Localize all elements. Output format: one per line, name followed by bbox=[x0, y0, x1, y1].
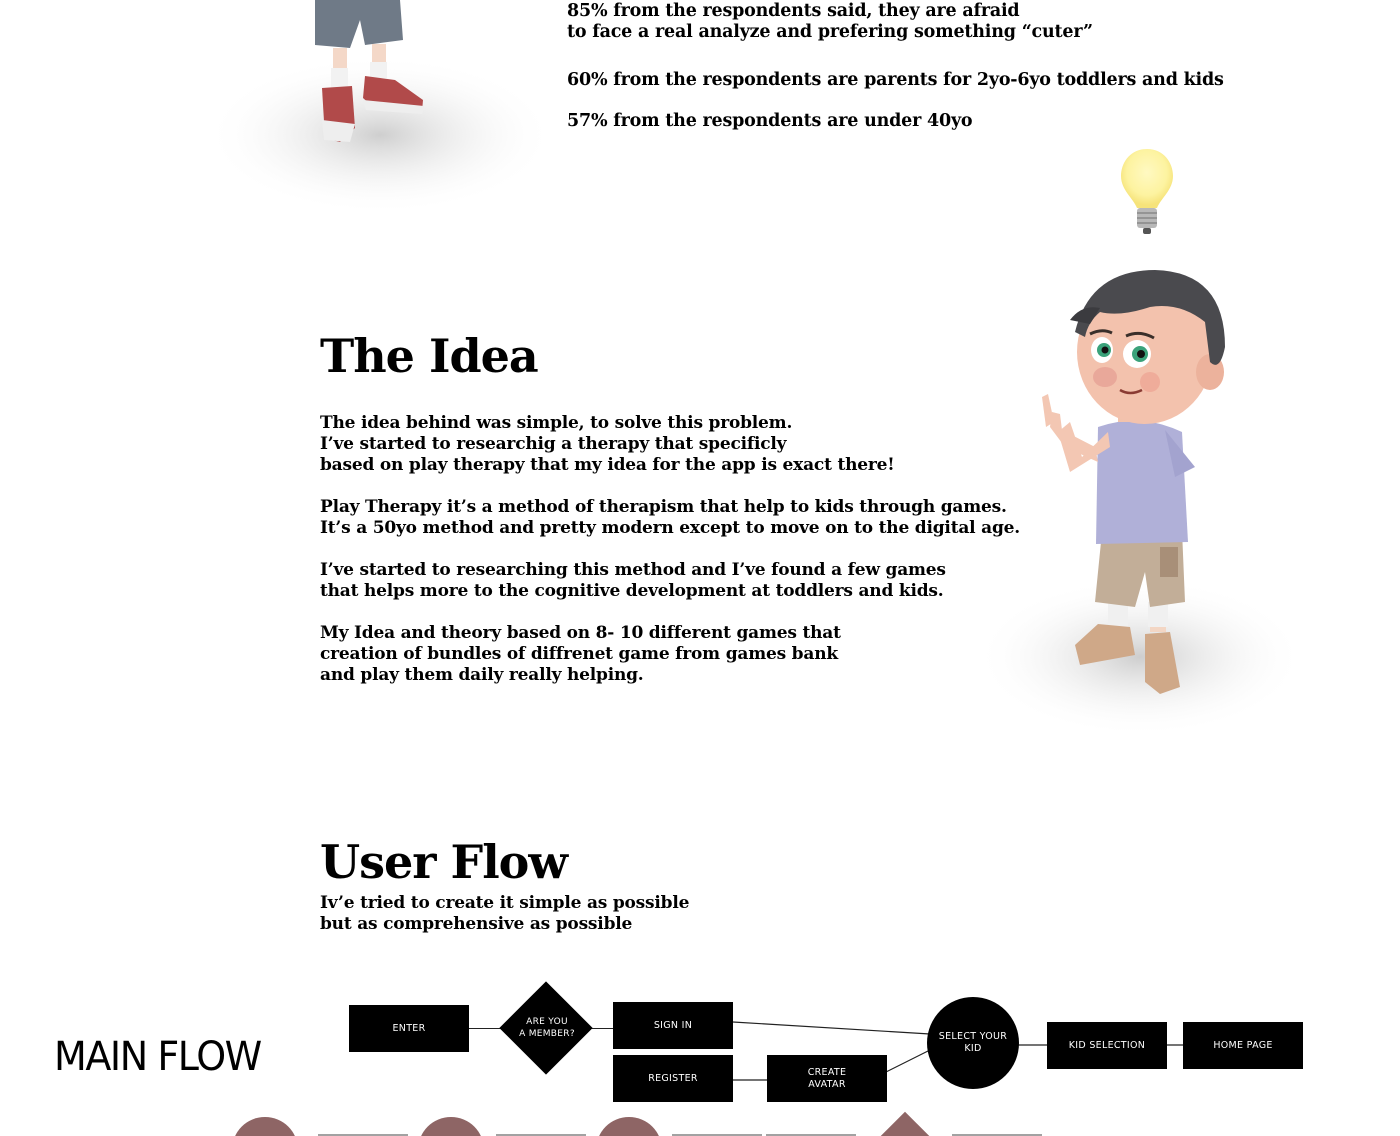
user-flow-subtitle-line-2: but as comprehensive as possible bbox=[320, 914, 633, 934]
flow-node-kid-selection-label: KID SELECTION bbox=[1068, 1039, 1146, 1051]
create-avatar-line-1: CREATE bbox=[807, 1066, 847, 1078]
secondary-flow-circle-2 bbox=[418, 1117, 484, 1136]
idea-paragraph-1-line-3: based on play therapy that my idea for the app is exact there! bbox=[320, 455, 895, 475]
idea-paragraph-3-line-1: I’ve started to researching this method and I’ve found a few games bbox=[320, 560, 946, 580]
secondary-flow-circle-3 bbox=[596, 1117, 662, 1136]
flow-node-sign-in bbox=[613, 1002, 733, 1049]
idea-paragraph-4-line-2: creation of bundles of diffrenet game from games bank bbox=[320, 644, 838, 664]
flow-node-kid-selection bbox=[1047, 1022, 1167, 1069]
flow-node-home-page bbox=[1183, 1022, 1303, 1069]
stat-under-40: 57% from the respondents are under 40yo bbox=[567, 111, 973, 131]
flow-node-create-avatar bbox=[767, 1055, 887, 1102]
idea-title: The Idea bbox=[320, 329, 538, 383]
flow-node-sign-in-label: SIGN IN bbox=[653, 1019, 693, 1031]
member-q-line-1: ARE YOU bbox=[526, 1017, 568, 1027]
secondary-flow-circle-1 bbox=[232, 1117, 298, 1136]
idea-paragraph-1-line-1: The idea behind was simple, to solve this problem. bbox=[320, 413, 793, 433]
flow-node-enter bbox=[349, 1005, 469, 1052]
flow-node-home-page-label: HOME PAGE bbox=[1213, 1039, 1273, 1051]
idea-paragraph-2-line-1: Play Therapy it’s a method of therapism that help to kids through games. bbox=[320, 497, 1007, 517]
idea-paragraph-4-line-1: My Idea and theory based on 8- 10 different games that bbox=[320, 623, 841, 643]
flow-node-select-kid bbox=[927, 997, 1019, 1089]
select-kid-line-1: SELECT YOUR bbox=[938, 1031, 1008, 1042]
idea-paragraph-4-line-3: and play them daily really helping. bbox=[320, 665, 644, 685]
idea-paragraph-2-line-2: It’s a 50yo method and pretty modern except to move on to the digital age. bbox=[320, 518, 1020, 538]
create-avatar-line-2: AVATAR bbox=[808, 1078, 846, 1090]
user-flow-subtitle-line-1: Iv’e tried to create it simple as possible bbox=[320, 893, 690, 913]
main-flow-label: MAIN FLOW bbox=[54, 1034, 261, 1080]
idea-paragraph-1-line-2: I’ve started to researchig a therapy that specificly bbox=[320, 434, 787, 454]
flow-node-register-label: REGISTER bbox=[648, 1072, 698, 1084]
select-kid-line-2: KID bbox=[964, 1043, 982, 1054]
stat-parents: 60% from the respondents are parents for 2yo-6yo toddlers and kids bbox=[567, 70, 1224, 90]
stat-afraid-line2: to face a real analyze and prefering something “cuter” bbox=[567, 22, 1093, 42]
secondary-flow-row-cropped bbox=[0, 1110, 1400, 1136]
stat-afraid-line1: 85% from the respondents said, they are afraid bbox=[567, 1, 1020, 21]
idea-paragraph-3-line-2: that helps more to the cognitive development at toddlers and kids. bbox=[320, 581, 944, 601]
flow-node-enter-label: ENTER bbox=[392, 1022, 426, 1034]
flow-node-register bbox=[613, 1055, 733, 1102]
member-q-line-2: A MEMBER? bbox=[519, 1029, 575, 1039]
user-flow-title: User Flow bbox=[320, 835, 567, 889]
secondary-flow-diamond bbox=[877, 1112, 934, 1136]
flow-node-member-decision-label bbox=[506, 1016, 588, 1040]
